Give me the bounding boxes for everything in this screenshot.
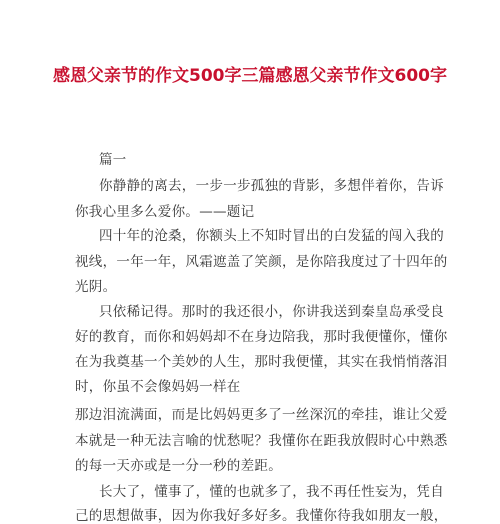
paragraph-line: 四十年的沧桑，你额头上不知时冒出的白发猛的闯入我的	[99, 228, 444, 244]
document-title: 感恩父亲节的作文500字三篇感恩父亲节作文600字	[53, 66, 447, 86]
paragraph-line: 你我心里多么爱你。——题记	[75, 204, 255, 220]
paragraph-line: 好的教育，而你和妈妈却不在身边陪我，那时我便懂你，懂你	[75, 329, 448, 345]
paragraph-line: 在为我奠基一个美妙的人生，那时我便懂，其实在我悄悄落泪	[75, 354, 448, 370]
paragraph-line: 长大了，懂事了，懂的也就多了，我不再任性妄为，凭自	[99, 484, 444, 500]
paragraph-line: 光阴。	[75, 279, 117, 295]
paragraph-line: 只依稀记得。那时的我还很小，你讲我送到秦皇岛承受良	[99, 304, 444, 320]
paragraph-line: 的每一天亦或是一分一秒的差距。	[75, 458, 282, 474]
paragraph-line: 篇一	[99, 152, 127, 168]
paragraph-line: 己的思想做事，因为你我好多好多。我懂你待我如朋友一般，	[75, 508, 448, 524]
paragraph-line: 那边泪流满面，而是比妈妈更多了一丝深沉的牵挂，谁让父爱	[75, 407, 448, 423]
paragraph-line: 时，你虽不会像妈妈一样在	[75, 379, 241, 395]
paragraph-line: 本就是一种无法言喻的忧愁呢？我懂你在距我放假时心中熟悉	[75, 433, 448, 449]
paragraph-line: 视线，一年一年，风霜遮盖了笑颜，是你陪我度过了十四年的	[75, 254, 448, 270]
paragraph-line: 你静静的离去，一步一步孤独的背影，多想伴着你，告诉	[99, 178, 444, 194]
